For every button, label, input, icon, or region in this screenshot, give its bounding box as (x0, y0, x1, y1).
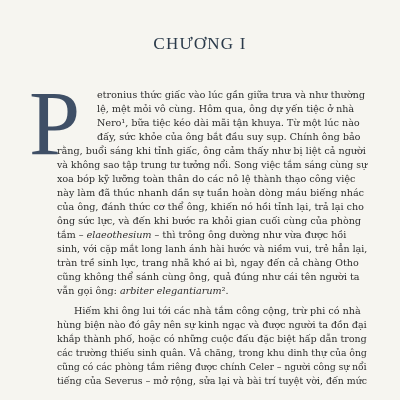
paragraph-line: của ông, đánh thức cơ thể ông, khiến nó hồi tỉnh lại, trả lại cho (57, 202, 364, 213)
paragraph-line: cũng có các phòng tắm riêng được chính Celer – người công sự nổi (57, 362, 367, 373)
paragraph-line: xoa bóp kỹ lưỡng toàn thân do các nô lệ thành thạo công việc (57, 174, 356, 185)
paragraph-line: tiếng của Severus – mở rộng, sửa lại và bài trí tuyệt vời, đến mức (57, 376, 368, 387)
drop-cap: P (29, 72, 81, 174)
paragraph-line: khắp thành phố, hoặc có những cuộc đấu đặc biệt hấp dẫn trong (57, 334, 367, 345)
paragraph-line: Hiếm khi ông lui tới các nhà tắm công cộng, trừ phi có nhà (74, 306, 361, 317)
paragraph-line: đấy, sức khỏe của ông bắt đầu suy sụp. Chính ông bảo (97, 132, 361, 143)
paragraph-line: lệ, mệt mỏi vô cùng. Hôm qua, ông dự yến tiệc ở nhà (97, 104, 355, 115)
paragraph-line: sinh, với cặp mắt long lanh ánh hài hước và niềm vui, trẻ hẳn lại, (57, 244, 368, 255)
paragraph-line: vẫn gọi ông: arbiter elegantiarum². (57, 286, 229, 297)
paragraph-line: etronius thức giấc vào lúc gần giữa trưa và như thường (97, 90, 365, 101)
paragraph-line: rằng, buổi sáng khi tỉnh giấc, ông cảm thấy như bị liệt cả người (57, 146, 366, 157)
paragraph-line: ông sức lực, và đến khi bước ra khỏi gian cuối cùng của phòng (57, 216, 362, 227)
paragraph-line: Nero¹, bữa tiệc kéo dài mãi tận khuya. Từ một lúc nào (97, 118, 360, 129)
paragraph-line: và không sao tập trung tư tưởng nổi. Song việc tắm sáng cùng sự (57, 160, 368, 171)
paragraph-line: tràn trề sinh lực, trang nhã khó ai bì, ngay đến cả chàng Otho (57, 258, 359, 269)
paragraph-line: này làm đã thúc nhanh dần sự tuần hoàn dòng máu biếng nhác (57, 188, 365, 199)
paragraph-line: các trường thiếu sinh quân. Vả chăng, trong khu dinh thự của ông (57, 348, 367, 359)
paragraph-line: hùng biện nào đó gây nên sự kinh ngạc và được người ta đồn đại (57, 320, 367, 331)
chapter-title: CHƯƠNG I (153, 34, 247, 53)
paragraph-line: cũng không thể sánh cùng ông, quả đúng như cái tên người ta (57, 272, 360, 283)
paragraph-line: tắm – elaeothesium – thì trông ông dường như vừa được hồi (57, 230, 347, 241)
